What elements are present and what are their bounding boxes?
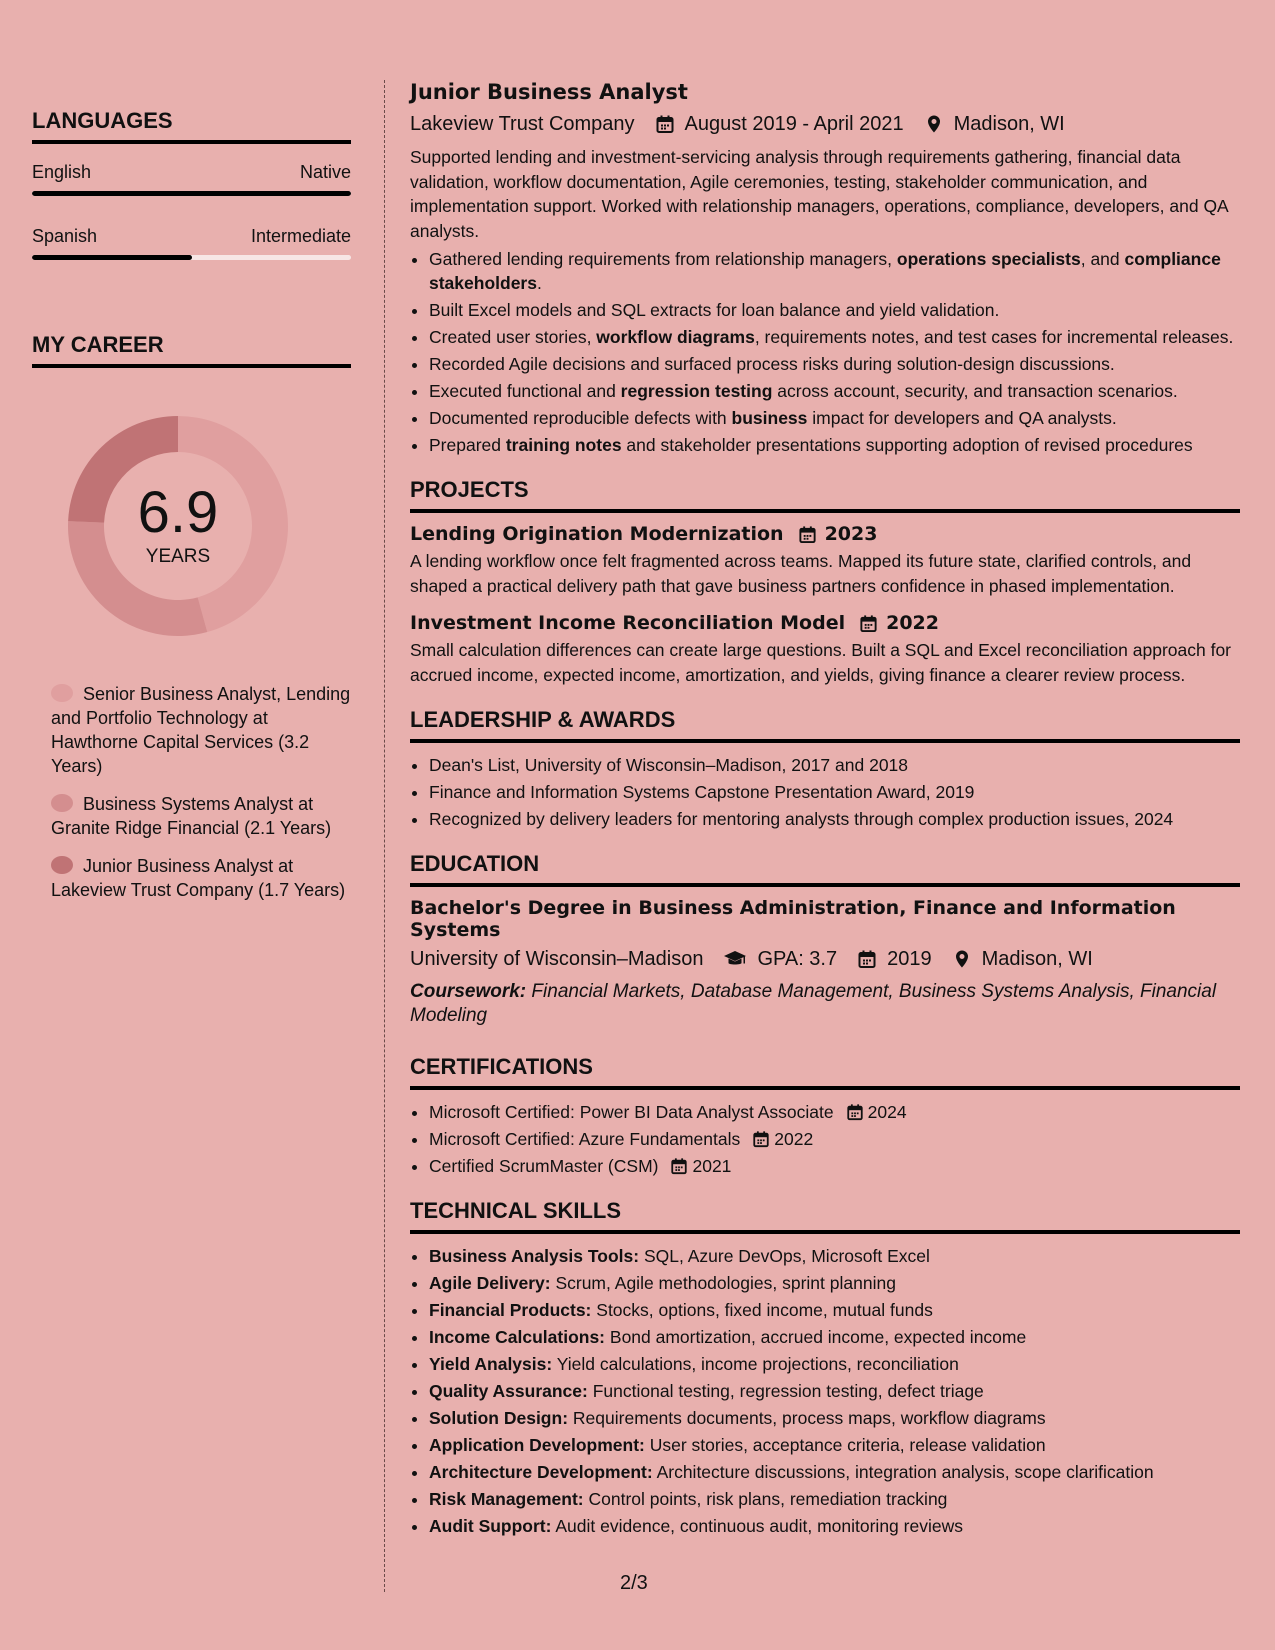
career-heading: MY CAREER <box>32 332 351 368</box>
skill-label: Risk Management: <box>429 1489 584 1509</box>
career-legend-item: Senior Business Analyst, Lending and Portfolio Technology at Hawthorne Capital Services (3.2 Years) <box>51 684 351 776</box>
company-name: Lakeview Trust Company <box>410 113 635 135</box>
career-legend-item: Business Systems Analyst at Granite Ridge Financial (2.1 Years) <box>51 794 332 838</box>
skill-label: Business Analysis Tools: <box>429 1246 640 1266</box>
certifications-list <box>410 1100 1240 1178</box>
language-item <box>32 162 351 196</box>
skill-item <box>429 1433 1240 1457</box>
legend-dot <box>51 794 73 812</box>
column-divider <box>384 80 385 1592</box>
list-item: • Prepared training notes and stakeholder presentations supporting adoption of revised procedures <box>429 433 1240 457</box>
project-item <box>410 523 1240 598</box>
skill-item <box>429 1352 1240 1376</box>
skill-value: Functional testing, regression testing, defect triage <box>592 1381 984 1401</box>
skill-item <box>429 1325 1240 1349</box>
list-item: • Gathered lending requirements from relationship managers, operations specialists, and compliance stakeholders. <box>429 247 1240 295</box>
calendar-icon <box>857 949 877 969</box>
languages-list <box>32 162 351 260</box>
skill-value: Stocks, options, fixed income, mutual funds <box>596 1300 933 1320</box>
certification-item: • Microsoft Certified: Azure Fundamentals 2022 <box>429 1127 1240 1151</box>
calendar-icon <box>670 1157 688 1175</box>
certification-item: • Certified ScrumMaster (CSM) 2021 <box>429 1154 1240 1178</box>
list-item: • Documented reproducible defects with business impact for developers and QA analysts. <box>429 406 1240 430</box>
skill-label: Financial Products: <box>429 1300 592 1320</box>
language-item <box>32 226 351 260</box>
skill-label: Audit Support: <box>429 1516 552 1536</box>
school-name: University of Wisconsin–Madison <box>410 948 704 970</box>
language-proficiency-fill <box>32 191 351 196</box>
skill-label: Application Development: <box>429 1435 645 1455</box>
skill-value: Audit evidence, continuous audit, monitoring reviews <box>555 1516 963 1536</box>
skill-label: Yield Analysis: <box>429 1354 553 1374</box>
skill-label: Quality Assurance: <box>429 1381 588 1401</box>
career-total-years: 6.9 <box>137 480 219 545</box>
skill-item <box>429 1406 1240 1430</box>
certifications-heading: CERTIFICATIONS <box>410 1054 1240 1090</box>
skill-label: Agile Delivery: <box>429 1273 551 1293</box>
language-level: Intermediate <box>250 226 351 246</box>
skill-value: User stories, acceptance criteria, release validation <box>649 1435 1046 1455</box>
list-item: • Finance and Information Systems Capstone Presentation Award, 2019 <box>429 780 1240 804</box>
language-name: Spanish <box>32 226 98 246</box>
list-item: • Built Excel models and SQL extracts for loan balance and yield validation. <box>429 298 1240 322</box>
project-description: A lending workflow once felt fragmented across teams. Mapped its future state, clarified controls, and shaped a practical delivery path that gave business partners confidence in phased implementation. <box>410 551 1192 596</box>
education-meta <box>410 946 1240 972</box>
skill-label: Income Calculations: <box>429 1327 606 1347</box>
projects-heading: PROJECTS <box>410 477 1240 513</box>
coursework-list: Financial Markets, Database Management, Business Systems Analysis, Financial Modeling <box>410 981 1217 1026</box>
skill-value: Requirements documents, process maps, workflow diagrams <box>572 1408 1046 1428</box>
project-year: 2022 <box>886 612 939 634</box>
skill-value: Yield calculations, income projections, reconciliation <box>556 1354 959 1374</box>
language-proficiency-bar <box>32 191 351 196</box>
skill-item <box>429 1460 1240 1484</box>
project-title: Investment Income Reconciliation Model <box>410 612 846 634</box>
project-year: 2023 <box>824 523 878 545</box>
job-title: Junior Business Analyst <box>410 80 688 104</box>
language-level: Native <box>299 162 351 182</box>
calendar-icon <box>859 614 878 633</box>
skills-heading: TECHNICAL SKILLS <box>410 1198 1240 1234</box>
project-description: Small calculation differences can create large questions. Built a SQL and Excel reconciliation approach for accrued income, expected income, amortization, and yields, giving finance a clearer review process. <box>410 640 1232 685</box>
coursework <box>410 980 1240 1028</box>
career-legend <box>32 682 351 902</box>
leadership-list <box>410 753 1240 831</box>
leadership-heading: LEADERSHIP & AWARDS <box>410 707 1240 743</box>
skill-item <box>429 1379 1240 1403</box>
graduation-cap-icon <box>723 949 747 969</box>
job-bullets <box>410 247 1240 457</box>
skill-item <box>429 1514 1240 1538</box>
calendar-icon <box>655 114 675 134</box>
skill-value: Bond amortization, accrued income, expected income <box>609 1327 1027 1347</box>
list-item: • Recognized by delivery leaders for mentoring analysts through complex production issues, 2024 <box>429 807 1240 831</box>
list-item: • Executed functional and regression testing across account, security, and transaction scenarios. <box>429 379 1240 403</box>
legend-dot <box>51 856 73 874</box>
calendar-icon <box>752 1130 770 1148</box>
job-summary: Supported lending and investment-servicing analysis through requirements gathering, financial data validation, workflow documentation, Agile ceremonies, testing, stakeholder communication, and implementation support. Worked with relationship managers, operations, compliance, developers, and QA analysts. <box>410 147 1228 241</box>
gpa: GPA: 3.7 <box>757 948 838 970</box>
experience-entry <box>410 78 1240 457</box>
skill-value: SQL, Azure DevOps, Microsoft Excel <box>643 1246 930 1266</box>
skill-label: Solution Design: <box>429 1408 569 1428</box>
legend-dot <box>51 684 73 702</box>
skill-item <box>429 1487 1240 1511</box>
skill-value: Scrum, Agile methodologies, sprint planning <box>555 1273 896 1293</box>
language-proficiency-fill <box>32 255 192 260</box>
list-item: • Dean's List, University of Wisconsin–Madison, 2017 and 2018 <box>429 753 1240 777</box>
job-meta <box>410 111 1240 137</box>
degree-title: Bachelor's Degree in Business Administration, Finance and Information Systems <box>410 897 1176 941</box>
skill-label: Architecture Development: <box>429 1462 653 1482</box>
calendar-icon <box>798 525 817 544</box>
skill-item <box>429 1244 1240 1268</box>
skill-item <box>429 1298 1240 1322</box>
skill-item <box>429 1271 1240 1295</box>
calendar-icon <box>846 1103 864 1121</box>
page-number: 2/3 <box>620 1572 648 1594</box>
school-location: Madison, WI <box>981 948 1093 970</box>
education-heading: EDUCATION <box>410 851 1240 887</box>
languages-heading: LANGUAGES <box>32 108 351 144</box>
coursework-label: Coursework: <box>410 981 527 1002</box>
sidebar <box>32 108 351 916</box>
skill-value: Control points, risk plans, remediation tracking <box>588 1489 948 1509</box>
skills-list <box>410 1244 1240 1538</box>
career-donut-chart <box>58 406 298 646</box>
list-item: • Recorded Agile decisions and surfaced process risks during solution-design discussions. <box>429 352 1240 376</box>
job-dates: August 2019 - April 2021 <box>684 113 904 135</box>
list-item: • Created user stories, workflow diagrams, requirements notes, and test cases for incremental releases. <box>429 325 1240 349</box>
graduation-year: 2019 <box>887 948 932 970</box>
skill-value: Architecture discussions, integration analysis, scope clarification <box>656 1462 1154 1482</box>
certification-item: • Microsoft Certified: Power BI Data Analyst Associate 2024 <box>429 1100 1240 1124</box>
career-total-unit: YEARS <box>145 546 211 567</box>
map-pin-icon <box>952 949 972 969</box>
language-name: English <box>32 162 92 182</box>
map-pin-icon <box>924 114 944 134</box>
job-location: Madison, WI <box>953 113 1065 135</box>
project-item <box>410 612 1240 687</box>
career-legend-item: Junior Business Analyst at Lakeview Trust Company (1.7 Years) <box>51 856 346 900</box>
language-proficiency-bar <box>32 255 351 260</box>
main-content <box>410 78 1240 1541</box>
project-title: Lending Origination Modernization <box>410 523 784 545</box>
